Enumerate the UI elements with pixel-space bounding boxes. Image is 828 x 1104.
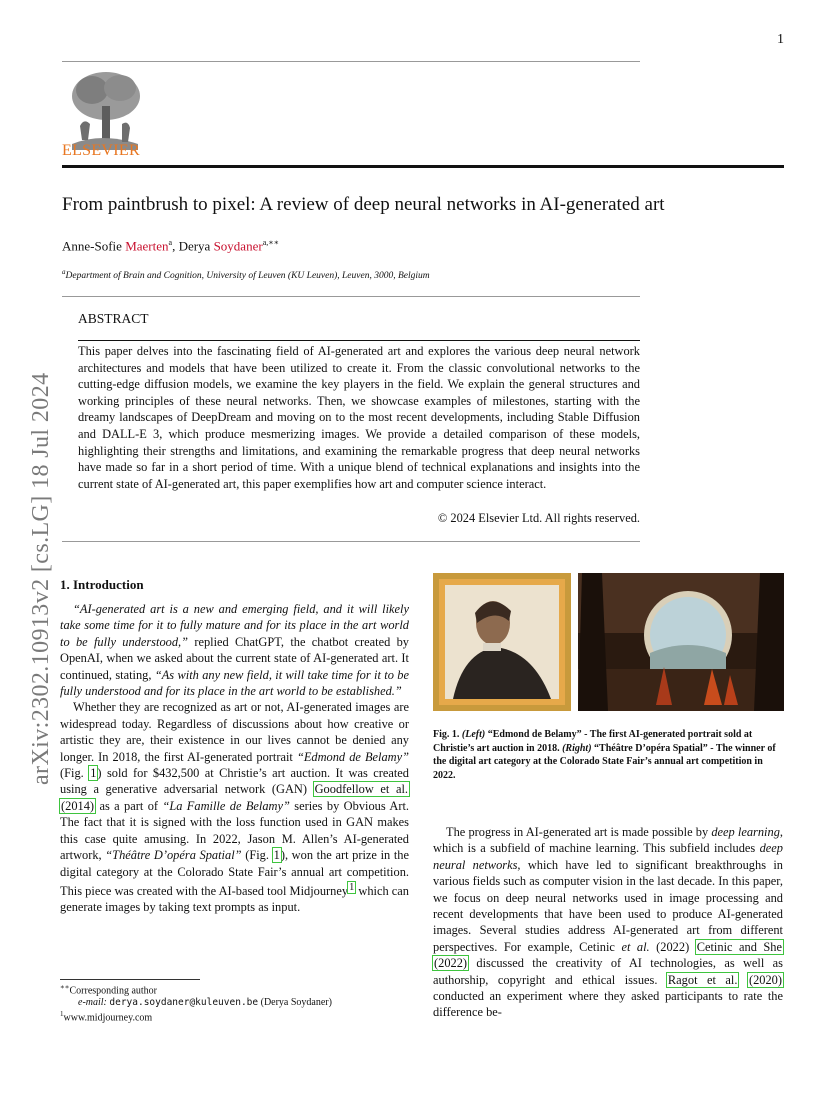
paragraph-text: (2022) [649, 939, 696, 954]
paragraph-text: , which is a subfield of machine learning. This subfield includes [433, 825, 783, 856]
author-list [62, 238, 279, 254]
footnote-mark: 1 [60, 1010, 64, 1018]
chatgpt-quote-2: “As with any new field, it will take time for it to be fully understood and for its place in the art world to be established.” [60, 667, 409, 699]
chatgpt-quote-1: “AI-generated art is a new and emerging field, and it will likely take some time for it to fully mature and for its place in the art world to be fully understood,” [60, 602, 409, 649]
caption-left-text: “Edmond de Belamy” - The first AI-generated portrait sold at Christie’s art auction in 2018. [433, 729, 753, 754]
paper-title: From paintbrush to pixel: A review of deep neural networks in AI-generated art [62, 194, 665, 215]
edmond-de-belamy-image [433, 573, 571, 711]
paragraph-text: ), won the art prize in the digital category at the Colorado State Fair’s annual art competition. This piece was created with the AI-based tool Midjourney [60, 848, 410, 899]
paragraph-text: Whether they are recognized as art or not, AI-generated images are widespread today. Regardless of discussions about how creative or artistic they are, their existence in our lives cannot be denied any longer. In 2018, the first AI-generated portrait [60, 700, 409, 764]
citation-year-link-ragot[interactable]: (2020) [748, 972, 782, 987]
abstract-bottom-rule [62, 541, 640, 542]
figure-1-caption [433, 728, 785, 782]
term: deep learning [711, 825, 780, 839]
author-2-affil-mark: a,∗∗ [262, 238, 280, 247]
paragraph-text: replied ChatGPT, the chatbot created by OpenAI, when we asked about the current state of AI-generated art. It continued, stating, [60, 634, 409, 682]
author-1-affil-mark: a [168, 238, 173, 247]
footnote-url[interactable]: www.midjourney.com [63, 1012, 153, 1024]
publisher-name: ELSEVIER [62, 142, 140, 159]
footnote-email [78, 997, 332, 1008]
et-al: et al. [621, 939, 650, 954]
paragraph-text: discussed the creativity of AI technologies, as well as authorship, copyright and ethical issues. [433, 956, 783, 987]
footnote-rule [60, 979, 200, 980]
intro-paragraph-1 [60, 601, 409, 699]
citation-year-link-cetinic[interactable]: (2022) [434, 956, 468, 971]
abstract-heading-rule [78, 340, 640, 341]
citation-link-goodfellow[interactable]: Goodfellow et al. [314, 782, 408, 797]
page-number: 1 [777, 32, 784, 47]
section-heading-introduction: 1. Introduction [60, 577, 144, 592]
caption-left-tag: (Left) [461, 729, 486, 740]
affiliation-mark: a [62, 268, 66, 276]
figure-link[interactable]: 1 [90, 766, 97, 781]
paragraph-text: which can generate images by taking text prompts as input. [60, 884, 410, 915]
theatre-dopera-spatial-image [578, 573, 784, 711]
artwork-title: “Théâtre D’opéra Spatial” [105, 848, 242, 863]
author-1-surname[interactable]: Maerten [125, 238, 169, 254]
caption-right-text: “Théâtre D’opéra Spatial” - The winner of the digital art category at the Colorado State Fair’s annual art competition in 2022. [433, 742, 776, 781]
paragraph-text: (Fig. [60, 766, 90, 781]
header-thick-rule [62, 165, 784, 168]
artwork-title: “Edmond de Belamy” [296, 749, 409, 764]
arxiv-identifier: arXiv:2302.10913v2 [cs.LG] 18 Jul 2024 [28, 372, 54, 785]
author-2-surname[interactable]: Soydaner [213, 238, 263, 254]
email-label: e-mail: [78, 997, 107, 1008]
intro-paragraph-3 [433, 824, 783, 1021]
term: deep neural networks [433, 841, 783, 872]
paragraph-text [738, 973, 747, 987]
intro-paragraph-2 [60, 699, 409, 915]
footnote-text: Corresponding author [69, 985, 158, 997]
paragraph-text: as a part of [95, 798, 163, 813]
paragraph-text: conducted an experiment where they asked participants to rate the difference be- [433, 989, 783, 1020]
paragraph-text: , which have led to significant breakthroughs in various fields such as computer vision in the last decade. In this paper, we focus on deep neural networks used in image processing and recent developments that have been used to produce AI-generated images. Several studies address AI-generated art from different perspectives. For example, Cetinic [433, 857, 783, 954]
footnote-corresponding [60, 983, 157, 996]
author-separator: , Derya [172, 238, 214, 254]
header-rule [62, 61, 640, 62]
figure-label: Fig. 1. [433, 729, 460, 740]
series-title: “La Famille de Belamy” [162, 798, 290, 813]
footnote-link[interactable]: 1 [349, 881, 355, 893]
caption-right-tag: (Right) [562, 742, 592, 754]
abstract-text: This paper delves into the fascinating field of AI-generated art and explores the various deep neural network architectures and models that have been utilized to create it. From the classic convolutional networks to the cutting-edge diffusion models, we examine the key players in the field. We explain the general structures and working principles of these neural networks. Then, we showcase examples of milestones, starting with the dreamy landscapes of DeepDream and moving on to the most recent developments, including Stable Diffusion and DALL-E 3, which produce mesmerizing images. We provide a detailed comparison of these models, highlighting their strengths and limitations, and examining the remarkable progress that deep neural networks have made so far in a short period of time. With a unique blend of technical explanations and insights into the current state of AI-generated art, this paper exemplifies how art and computer science interact. [78, 344, 640, 491]
abstract-heading: ABSTRACT [78, 311, 149, 326]
figure-link[interactable]: 1 [273, 848, 280, 863]
affiliation-text: Department of Brain and Cognition, University of Leuven (KU Leuven), Leuven, 3000, Belgium [65, 271, 430, 282]
copyright-notice: © 2024 Elsevier Ltd. All rights reserved. [437, 511, 640, 525]
author-1-given: Anne-Sofie [62, 238, 126, 254]
paragraph-text: series by Obvious Art. The fact that it is signed with the loss function used in GAN makes this case quite amusing. In 2022, Jason M. Allen’s AI-generated artwork, [60, 798, 409, 863]
paragraph-text: The progress in AI-generated art is made possible by [446, 825, 712, 839]
paragraph-text: (Fig. [241, 848, 273, 863]
citation-year-link-goodfellow[interactable]: (2014) [61, 798, 95, 813]
intro-right-column [433, 824, 783, 1021]
email-owner: (Derya Soydaner) [260, 997, 332, 1008]
email-address[interactable]: derya.soydaner@kuleuven.be [109, 997, 259, 1008]
intro-left-column [60, 601, 409, 916]
footnote-1 [60, 1010, 152, 1023]
citation-link-ragot[interactable]: Ragot et al. [667, 972, 738, 987]
paragraph-text: ) sold for $432,500 at Christie’s art auction. It was created using a generative adversarial network (GAN) [60, 766, 409, 797]
footnote-mark: ∗∗ [60, 983, 70, 991]
citation-link-cetinic[interactable]: Cetinic and She [696, 939, 783, 954]
affiliation [62, 268, 430, 281]
abstract-top-rule [62, 296, 640, 297]
